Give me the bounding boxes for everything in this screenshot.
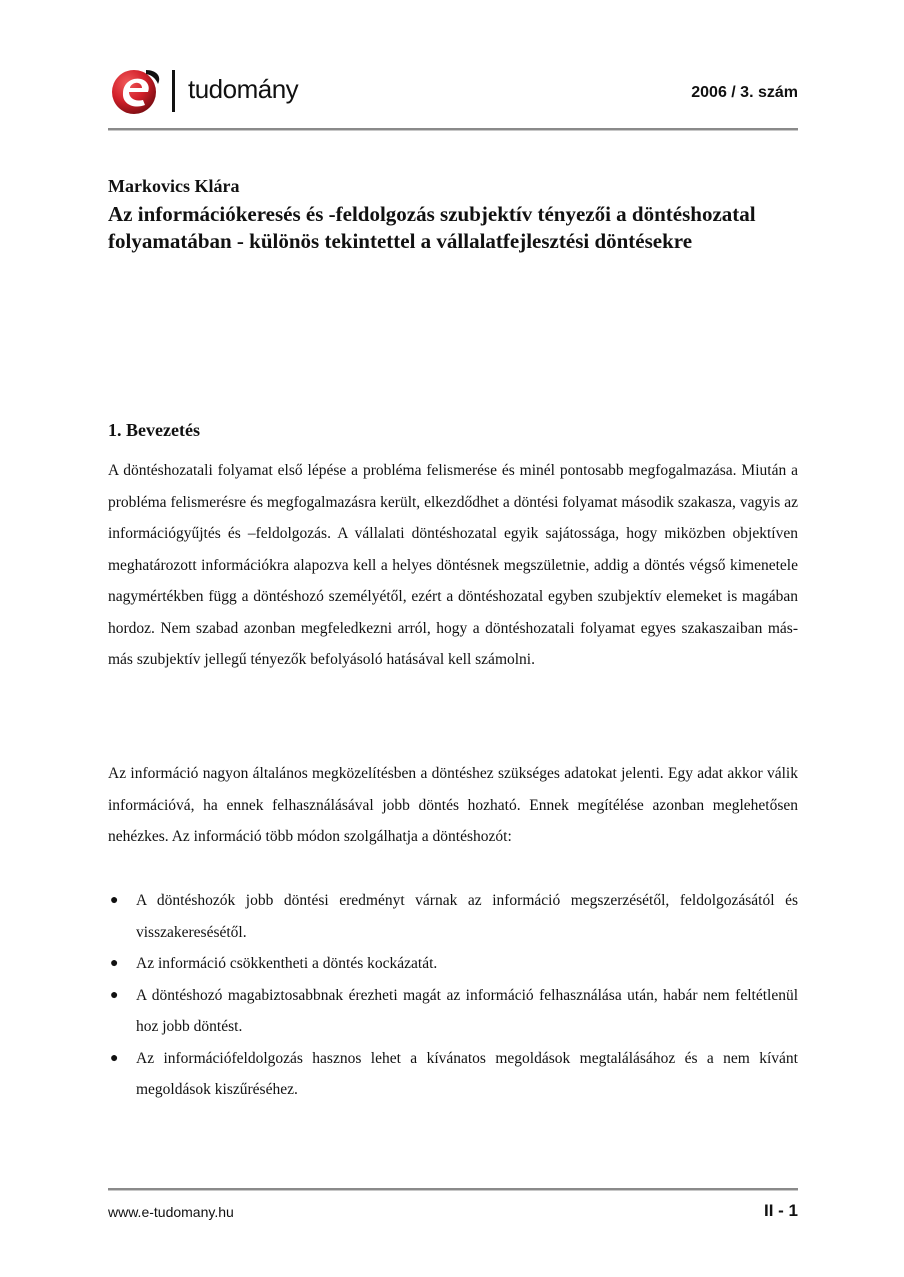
article-author: Markovics Klára — [108, 176, 240, 196]
paragraph-intro: A döntéshozatali folyamat első lépése a probléma felismerése és minél pontosabb megfogalmazása. Miután a probléma felismerésre és megfogalmazásra került, elkezdődhet a döntési folyamat második szakasza, vagyis az információgyűjtés és –feldolgozás. A vállalati döntéshozatal egyik sajátossága, hogy miközben objektíven meghatározott információkra alapozva kell a helyes döntésnek megszületnie, addig a döntés végső kimenetele nagymértékben függ a döntéshozó személyétől, ezért a döntéshozatal egyben szubjektív elemeket is magában hordoz. Nem szabad azonban megfeledkezni arról, hogy a döntéshozatali folyamat egyes szakaszaiban más-más szubjektív jellegű tényezők befolyásoló hatásával kell számolni. — [108, 462, 798, 668]
bullet-icon: ● — [110, 1050, 119, 1066]
footer-url: www.e-tudomany.hu — [108, 1204, 234, 1220]
bullet-icon: ● — [110, 956, 119, 971]
section-heading: 1. Bevezetés — [108, 420, 200, 440]
list-item-text: Az információ csökkentheti a döntés kockázatát. — [136, 955, 438, 972]
list-item — [108, 948, 798, 980]
paragraph-information: Az információ nagyon általános megközelítésben a döntéshez szükséges adatokat jelenti. Egy adat akkor válik információvá, ha ennek felhasználásával jobb döntés hozható. Ennek megítélése azonban meglehetősen nehézkes. Az információ több módon szolgálhatja a döntéshozót: — [108, 765, 798, 845]
header-rule — [108, 128, 798, 131]
list-item — [108, 1043, 798, 1106]
page-header — [108, 60, 798, 130]
bullet-list — [108, 885, 798, 1106]
list-item-text: Az információfeldolgozás hasznos lehet a kívánatos megoldások megtalálásához és a nem kívánt megoldások kiszűréséhez. — [136, 1049, 798, 1098]
logo-divider — [172, 70, 175, 112]
list-item-text: A döntéshozók jobb döntési eredményt várnak az információ megszerzésétől, feldolgozásától és visszakeresésétől. — [136, 892, 798, 941]
issue-number: 2006 / 3. szám — [691, 84, 798, 101]
article-title: Az információkeresés és -feldolgozás szubjektív tényezői a döntéshozatal folyamatában - különös tekintettel a vállalatfejlesztési döntésekre — [108, 202, 756, 253]
page-number: II - 1 — [763, 1201, 798, 1220]
list-item-text: A döntéshozó magabiztosabbnak érezheti magát az információ felhasználása után, habár nem feltétlenül hoz jobb döntést. — [136, 986, 798, 1035]
bullet-icon: ● — [110, 893, 119, 908]
footer-rule — [108, 1188, 798, 1191]
list-item — [108, 980, 798, 1043]
brand-name: tudomány — [188, 74, 299, 104]
e-tudomany-logo — [110, 64, 162, 116]
bullet-icon: ● — [110, 987, 119, 1003]
list-item — [108, 885, 798, 948]
